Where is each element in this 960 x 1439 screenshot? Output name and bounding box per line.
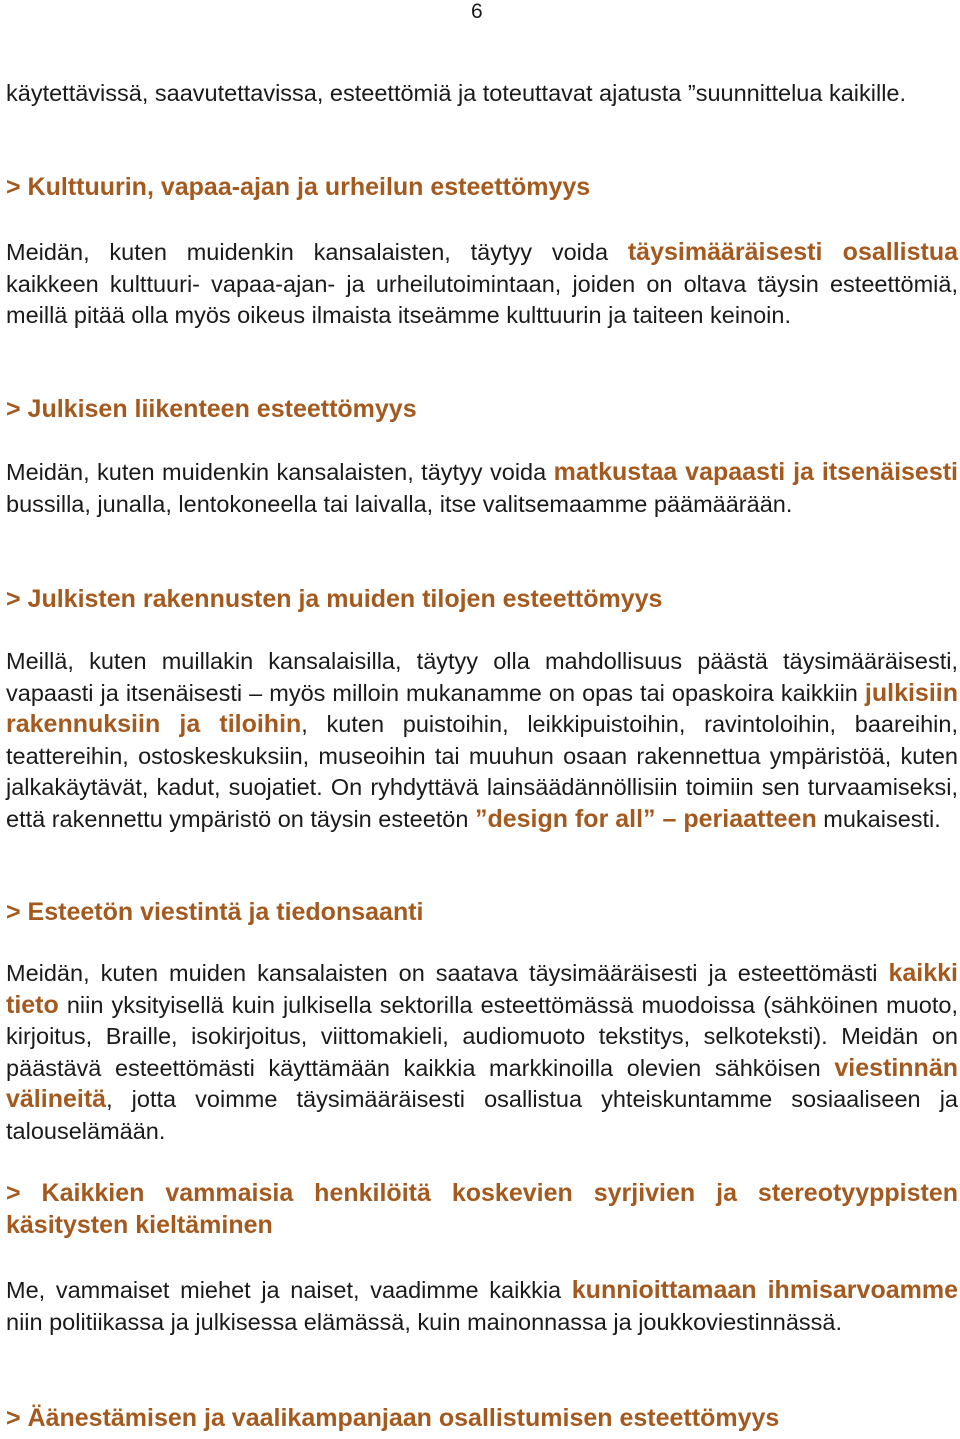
section-paragraph-communication bbox=[6, 958, 958, 1147]
intro-paragraph bbox=[6, 78, 958, 110]
paragraph-text: , jotta voimme täysimääräisesti osallistua yhteiskuntamme sosiaaliseen ja talouselämään. bbox=[6, 1086, 958, 1144]
section-paragraph-transport bbox=[6, 457, 958, 520]
paragraph-text: bussilla, junalla, lentokoneella tai laivalla, itse valitsemaamme päämäärään. bbox=[6, 490, 793, 517]
section-heading-transport: > Julkisen liikenteen esteettömyys bbox=[6, 395, 417, 423]
section-paragraph-culture bbox=[6, 237, 958, 332]
section-heading-culture: > Kulttuurin, vapaa-ajan ja urheilun esteettömyys bbox=[6, 173, 591, 201]
highlight-text: matkustaa vapaasti ja itsenäisesti bbox=[553, 458, 959, 486]
paragraph-text: , kuten puistoihin, leikkipuistoihin, ravintoloihin, baareihin, teattereihin, ostoskeskuksiin, museoihin tai muuhun osaan rakennettua ympäristöä, kuten jalkakäytävät, kadut, suojatiet. On ryhdyttävä lainsäädännöllisiin toimiin sen turvaamiseksi, että rakennettu ympäristö on täysin esteetön bbox=[6, 711, 958, 832]
paragraph-text: mukaisesti. bbox=[816, 805, 941, 832]
paragraph-text: Meidän, kuten muiden kansalaisten on saatava täysimääräisesti ja esteettömästi bbox=[6, 960, 889, 986]
intro-text: käytettävissä, saavutettavissa, esteettömiä ja toteuttavat ajatusta ”suunnittelua kaikille. bbox=[6, 80, 907, 106]
highlight-text: viestinnän välineitä bbox=[6, 1053, 958, 1113]
paragraph-text: Me, vammaiset miehet ja naiset, vaadimme kaikkia bbox=[6, 1277, 572, 1303]
highlight-text: kunnioittamaan ihmisarvoamme bbox=[571, 1276, 958, 1304]
section-paragraph-discrimination bbox=[6, 1275, 958, 1338]
page-number: 6 bbox=[471, 0, 483, 23]
paragraph-text: Meidän, kuten muidenkin kansalaisten, täytyy voida bbox=[6, 239, 628, 265]
paragraph-text: kaikkeen kulttuuri- vapaa-ajan- ja urheilutoimintaan, joiden on oltava täysin esteettömiä, meillä pitää olla myös oikeus ilmaista itseämme kulttuurin ja taiteen keinoin. bbox=[6, 270, 958, 328]
section-heading-voting: > Äänestämisen ja vaalikampanjaan osallistumisen esteettömyys bbox=[6, 1404, 780, 1432]
paragraph-text: niin politiikassa ja julkisessa elämässä, kuin mainonnassa ja joukkoviestinnässä. bbox=[6, 1308, 842, 1335]
section-heading-communication: > Esteetön viestintä ja tiedonsaanti bbox=[6, 898, 424, 926]
highlight-text: täysimääräisesti osallistua bbox=[627, 238, 958, 266]
highlight-text: kaikki tieto bbox=[6, 959, 958, 1019]
highlight-text: julkisiin rakennuksiin ja tiloihin bbox=[6, 678, 958, 738]
paragraph-text: Meidän, kuten muidenkin kansalaisten, täytyy voida bbox=[6, 459, 554, 485]
paragraph-text: Meillä, kuten muillakin kansalaisilla, täytyy olla mahdollisuus päästä täysimääräisesti, vapaasti ja itsenäisesti – myös milloin mukanamme on opas tai opaskoira kaikkiin bbox=[6, 648, 958, 706]
paragraph-text: niin yksityisellä kuin julkisella sektorilla esteettömässä muodoissa (sähköinen muoto, kirjoitus, Braille, isokirjoitus, viittomakieli, audiomuoto tekstitys, selkoteksti). Meidän on päästävä esteettömästi käyttämään kaikkia markkinoilla olevien sähköisen bbox=[6, 991, 958, 1081]
section-heading-buildings: > Julkisten rakennusten ja muiden tilojen esteettömyys bbox=[6, 585, 663, 613]
highlight-text: ”design for all” – periaatteen bbox=[474, 804, 817, 833]
section-heading-discrimination: > Kaikkien vammaisia henkilöitä koskevien syrjivien ja stereotyyppisten käsitysten kieltäminen bbox=[6, 1179, 958, 1239]
section-paragraph-buildings bbox=[6, 646, 958, 835]
